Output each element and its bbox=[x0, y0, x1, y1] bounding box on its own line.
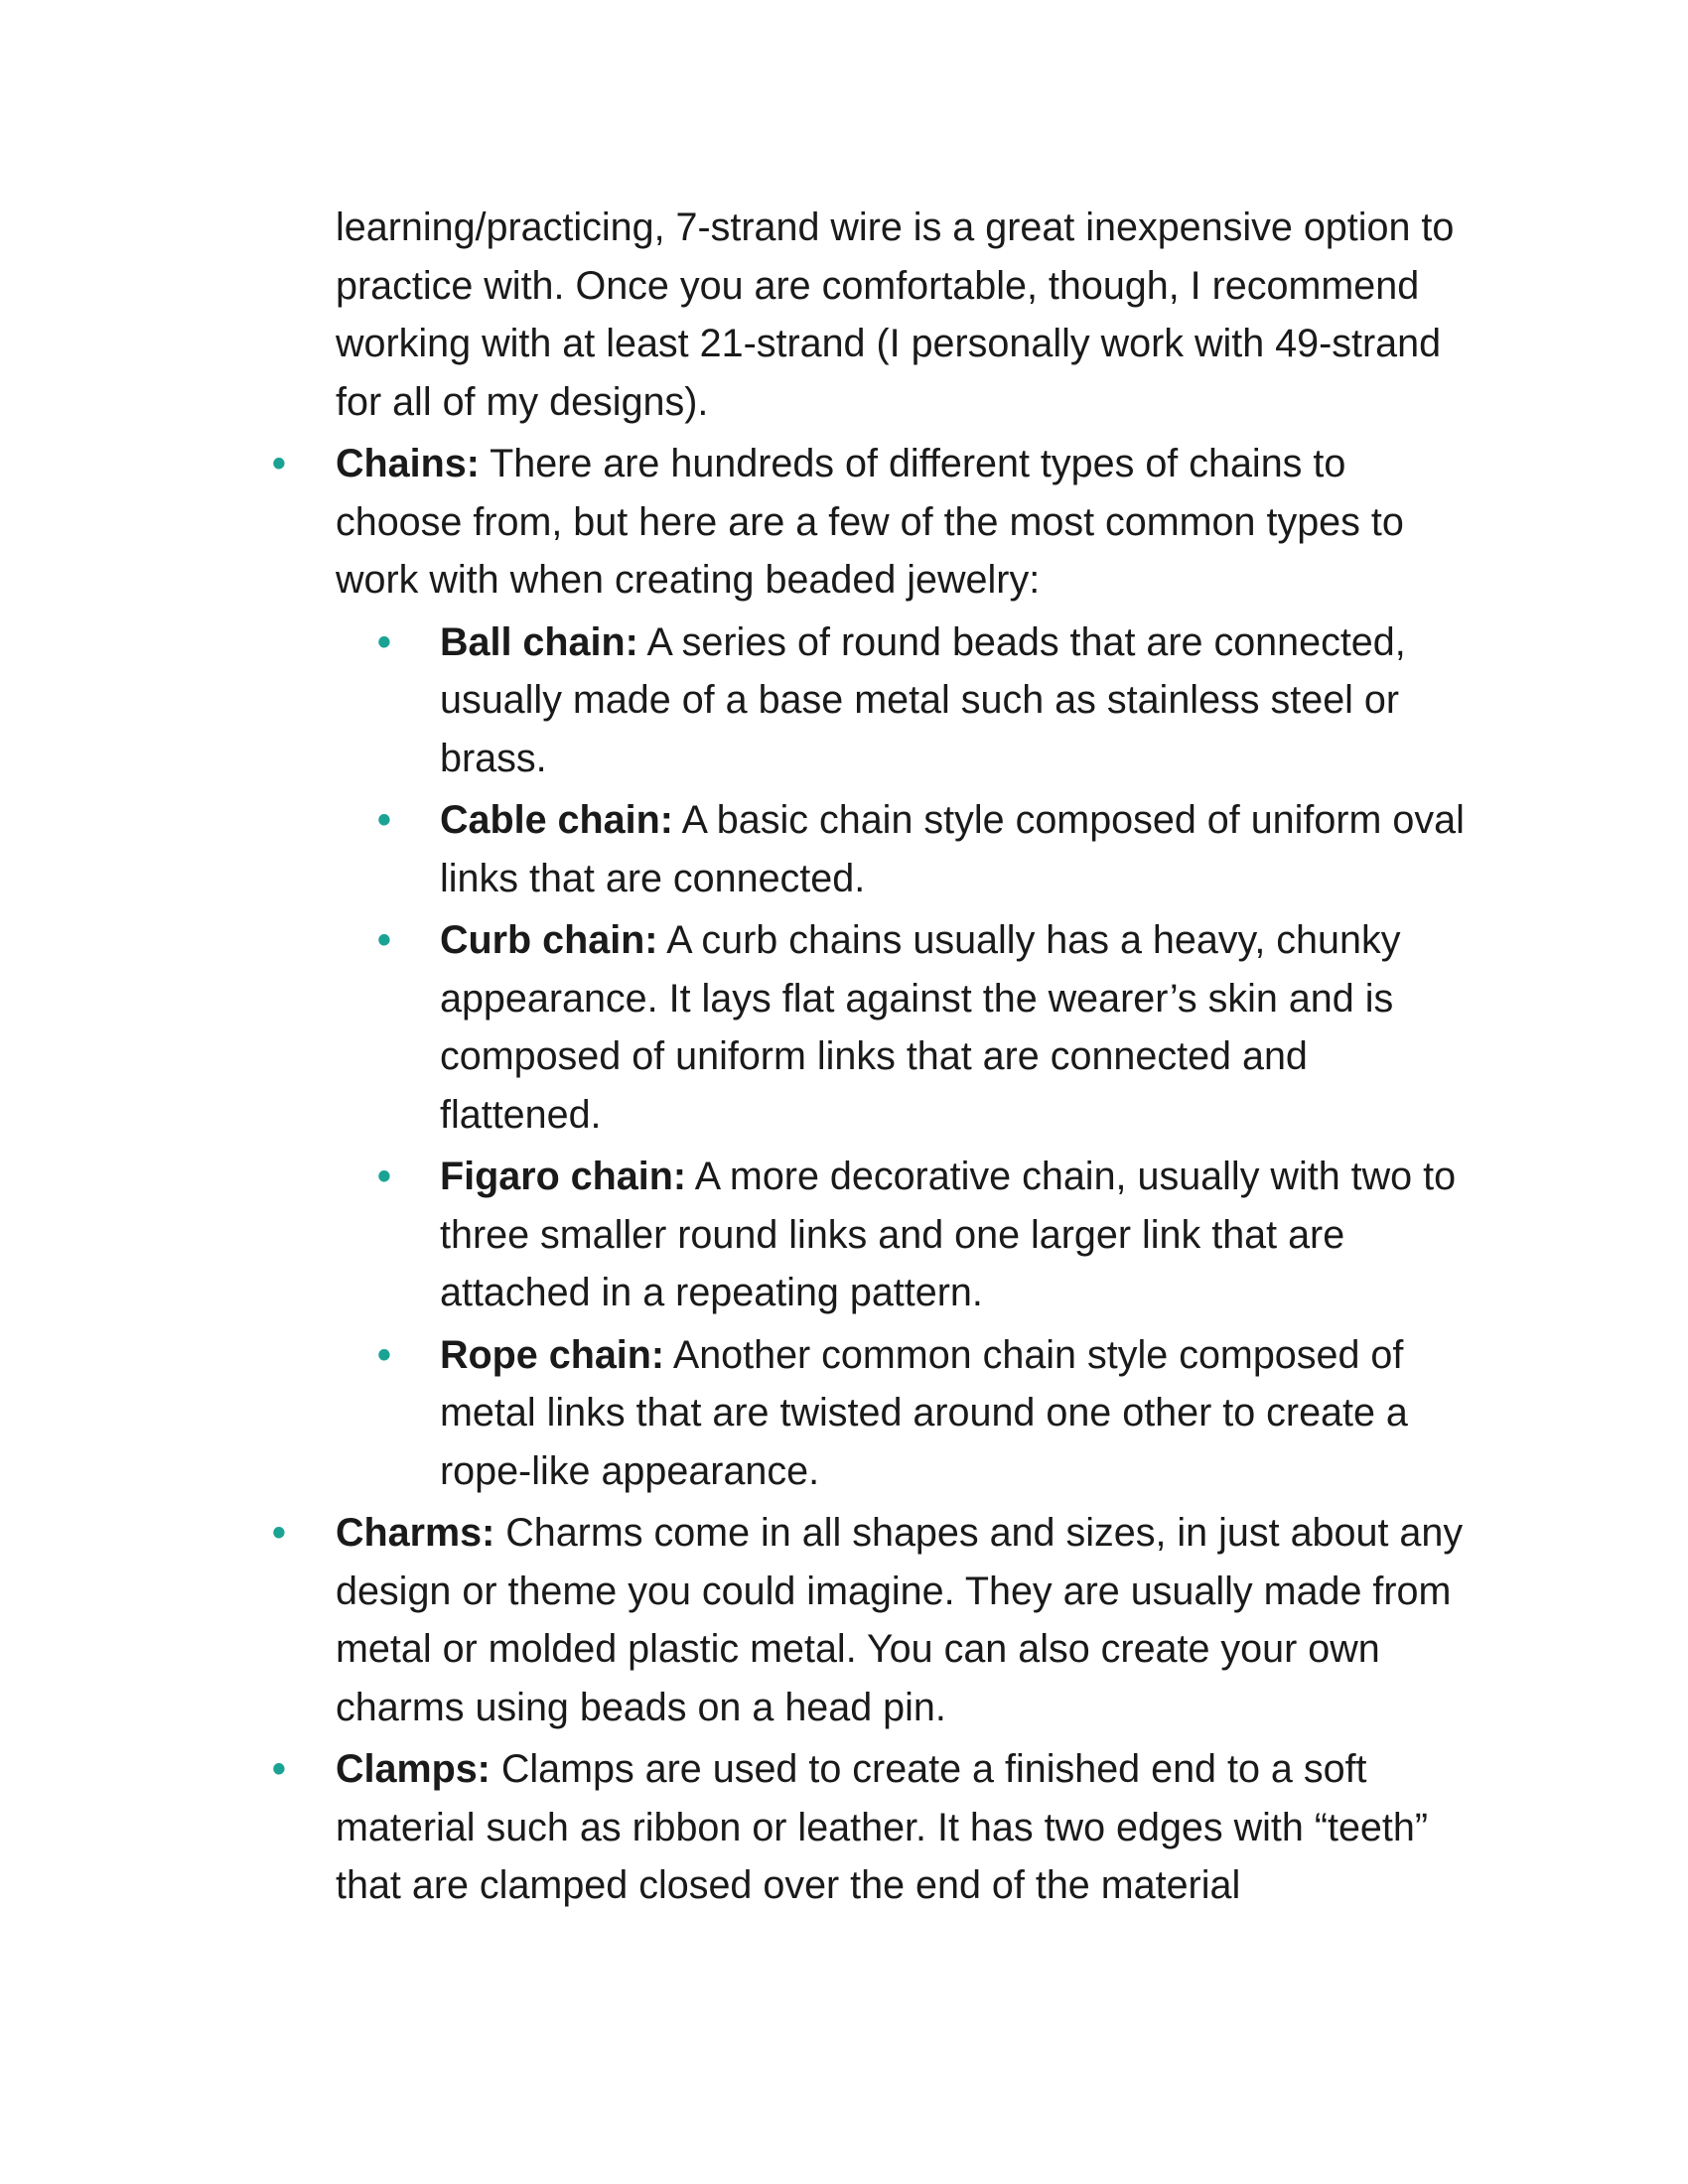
sub-item-cable-chain bbox=[377, 791, 1477, 907]
intro-paragraph: learning/practicing, 7-strand wire is a great inexpensive option to practice with. Once you are comfortable, though, I recommend working with at least 21-strand (I personally work with 49-strand for all of my designs). bbox=[336, 205, 1455, 424]
bullet-icon: • bbox=[377, 619, 391, 664]
sub-item-ball-chain bbox=[377, 614, 1477, 788]
sub-item-text: A series of round beads that are connected, usually made of a base metal such as stainless steel or brass. bbox=[440, 619, 1406, 780]
bullet-icon: • bbox=[377, 798, 391, 842]
item-text: Clamps are used to create a finished end to a soft material such as ribbon or leather. It has two edges with “teeth” that are clamped closed over the end of the material bbox=[336, 1747, 1428, 1907]
list-item-chains bbox=[272, 435, 1477, 1500]
sub-item-text: A basic chain style composed of uniform oval links that are connected. bbox=[440, 798, 1465, 900]
sub-item-term: Ball chain: bbox=[440, 619, 638, 664]
sub-item-term: Figaro chain: bbox=[440, 1155, 686, 1198]
item-term: Charms: bbox=[336, 1511, 495, 1555]
item-text: There are hundreds of different types of chains to choose from, but here are a few of the most common types to work with when creating beaded jewelry: bbox=[336, 442, 1404, 602]
item-term: Clamps: bbox=[336, 1747, 491, 1791]
sub-item-term: Cable chain: bbox=[440, 798, 673, 842]
item-term: Chains: bbox=[336, 442, 480, 485]
bullet-icon: • bbox=[377, 1332, 391, 1377]
page-content bbox=[272, 199, 1477, 1915]
bullet-icon: • bbox=[377, 918, 391, 962]
item-text: Charms come in all shapes and sizes, in just about any design or theme you could imagine. They are usually made from metal or molded plastic metal. You can also create your own charms using beads on a head pin. bbox=[336, 1511, 1464, 1729]
bullet-list bbox=[272, 435, 1477, 1915]
bullet-icon: • bbox=[272, 442, 286, 485]
sub-item-figaro-chain bbox=[377, 1148, 1477, 1322]
list-item-clamps bbox=[272, 1740, 1477, 1915]
sub-item-text: A curb chains usually has a heavy, chunky appearance. It lays flat against the wearer’s skin and is composed of uniform links that are connected and flattened. bbox=[440, 918, 1401, 1137]
bullet-icon: • bbox=[272, 1511, 286, 1555]
sub-item-text: A more decorative chain, usually with two to three smaller round links and one larger link that are attached in a repeating pattern. bbox=[440, 1155, 1457, 1314]
list-item-charms bbox=[272, 1504, 1477, 1736]
sub-item-term: Rope chain: bbox=[440, 1332, 665, 1377]
bullet-icon: • bbox=[377, 1155, 391, 1198]
sub-bullet-list bbox=[377, 614, 1477, 1501]
bullet-icon: • bbox=[272, 1747, 286, 1791]
sub-item-curb-chain bbox=[377, 911, 1477, 1144]
sub-item-text: Another common chain style composed of metal links that are twisted around one other to create a rope-like appearance. bbox=[440, 1332, 1408, 1493]
sub-item-rope-chain bbox=[377, 1326, 1477, 1501]
sub-item-term: Curb chain: bbox=[440, 918, 658, 962]
